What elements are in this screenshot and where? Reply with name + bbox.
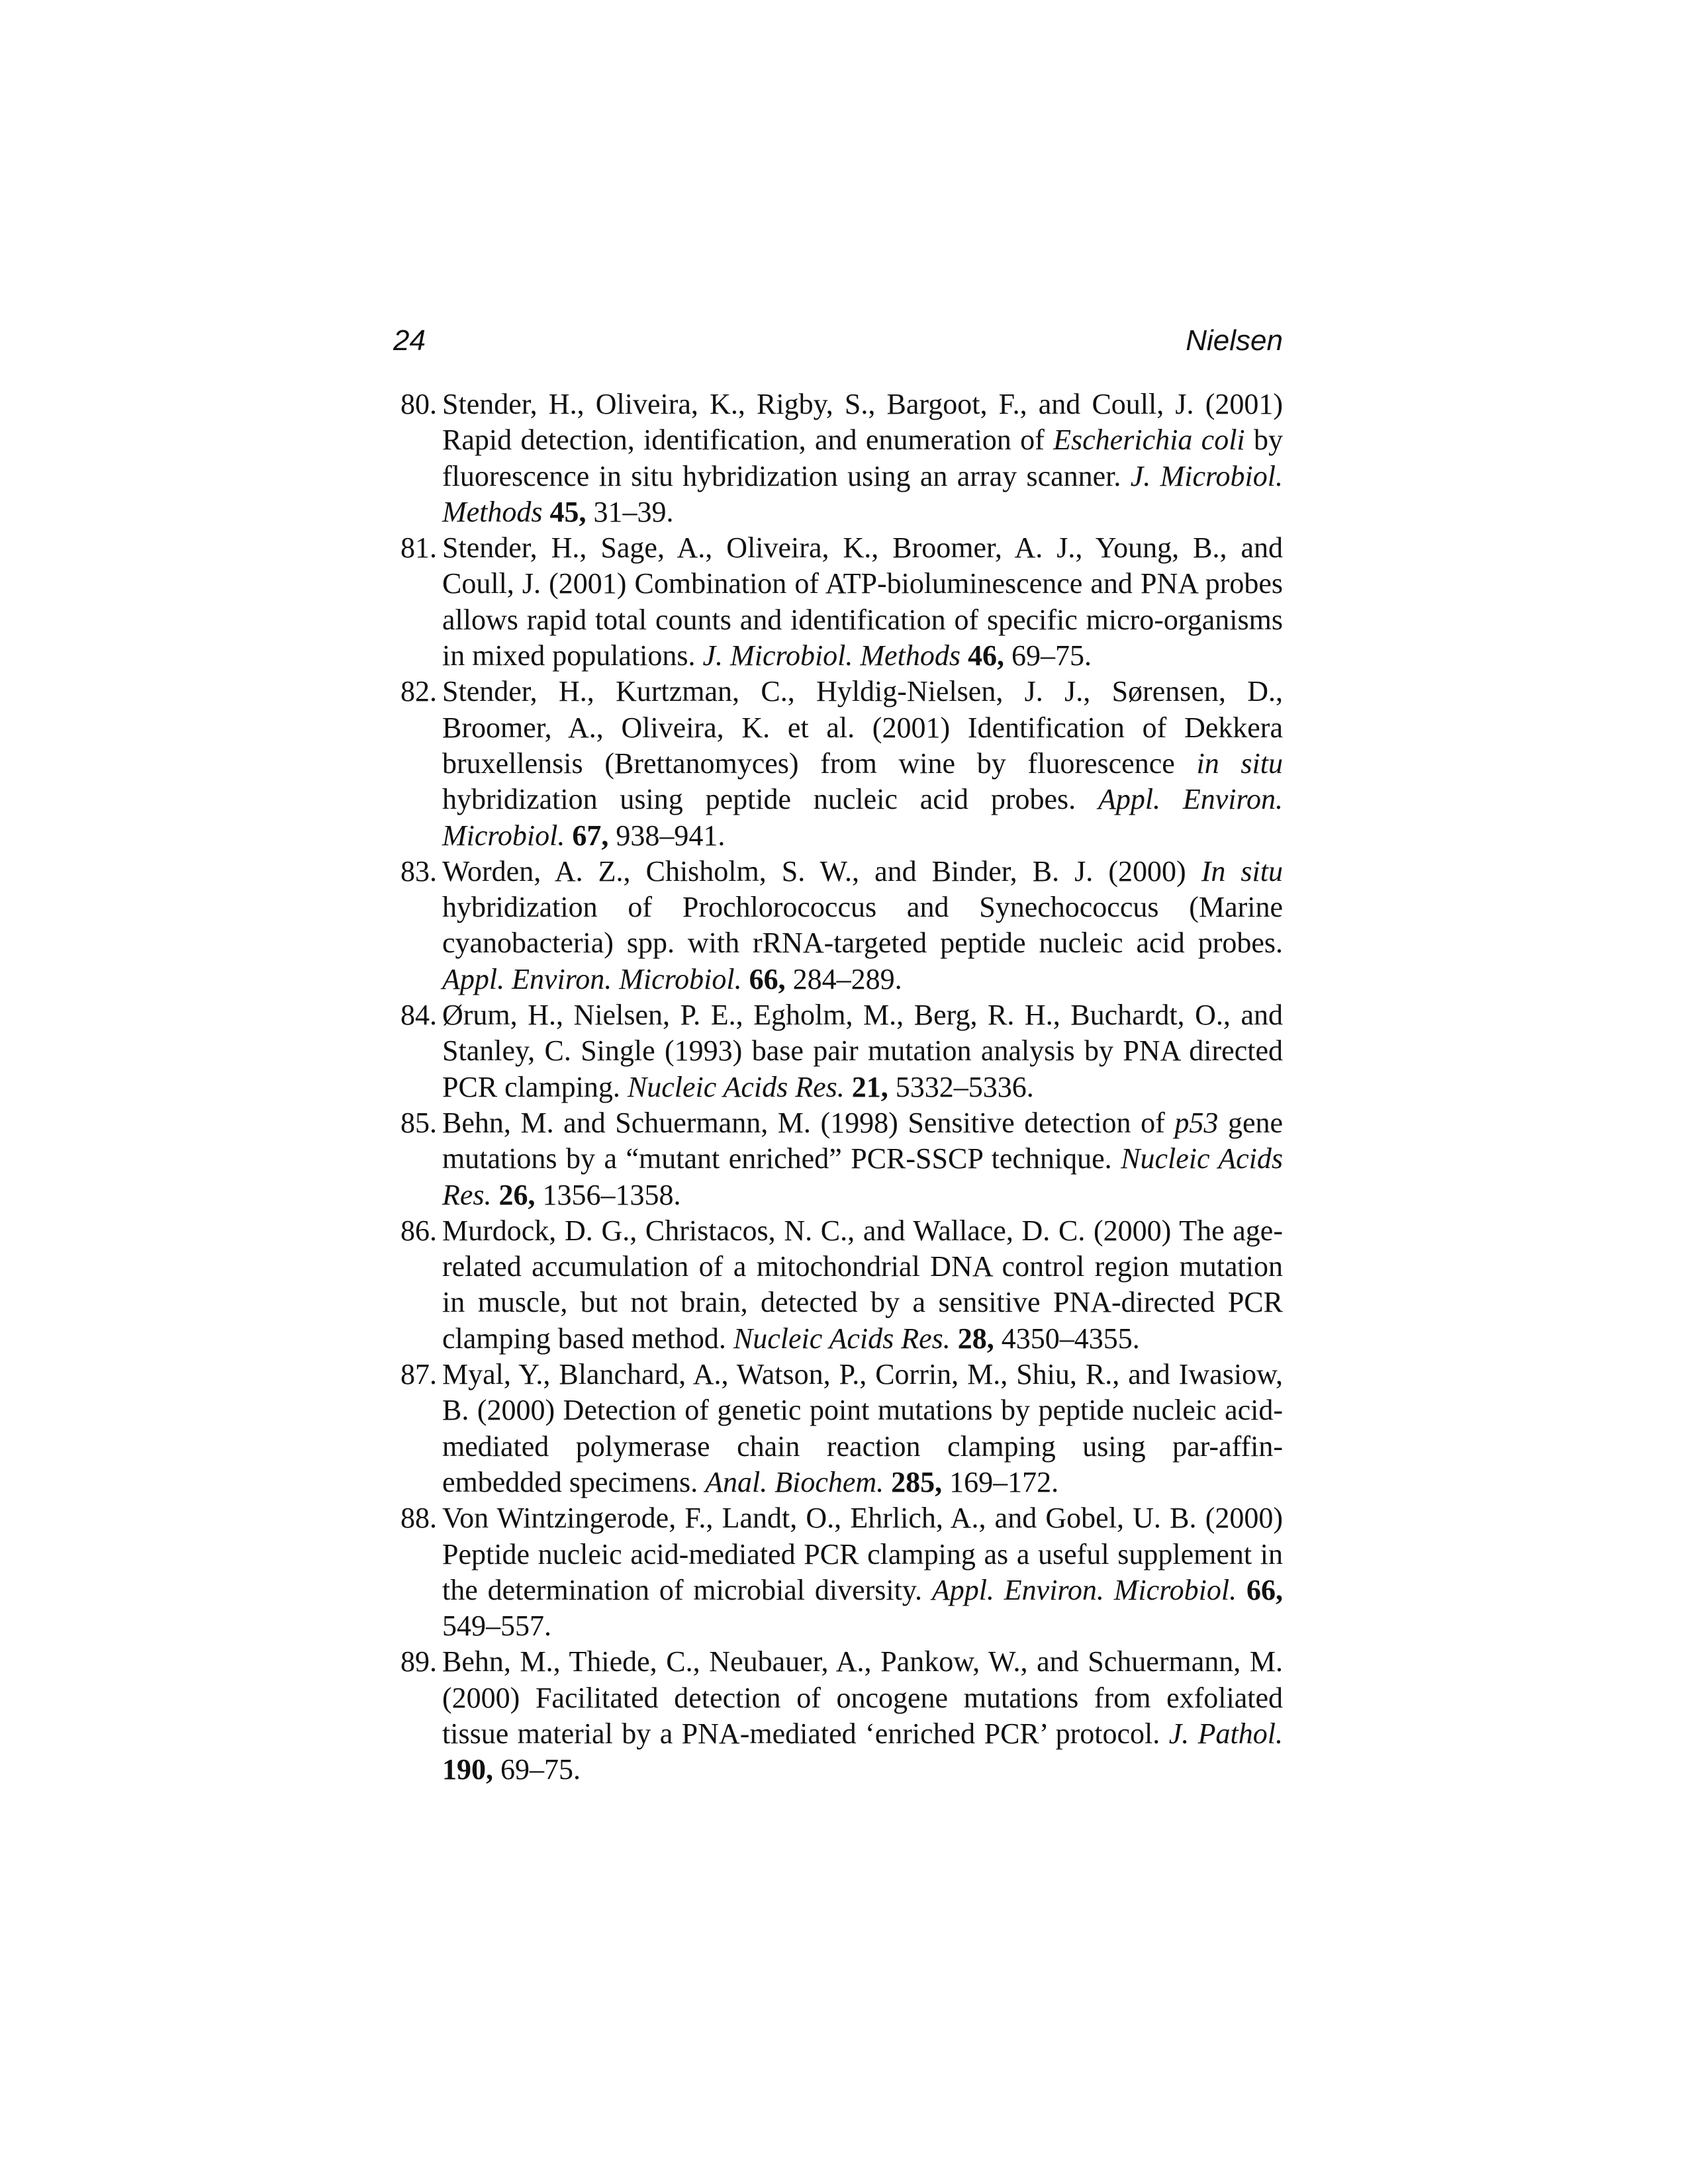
reference-pages: 549–557. <box>442 1610 551 1643</box>
reference-item <box>393 530 1283 674</box>
reference-authors: Stender, H., Sage, A., Oliveira, K., Broomer, A. J., Young, B., and Coull, J. (2001) Combination of ATP-bioluminescence and PNA probes allows rapid total counts and identification of specific micro-organisms in mixed populations. <box>442 531 1283 672</box>
reference-text <box>442 1105 1283 1213</box>
reference-italic-term: In situ <box>1201 854 1283 887</box>
reference-journal: J. Microbiol. Methods <box>702 639 961 672</box>
reference-number: 89. <box>400 1645 437 1678</box>
reference-authors: Ørum, H., Nielsen, P. E., Egholm, M., Berg, R. H., Buchardt, O., and Stanley, C. Single (1993) base pair mutation analysis by PNA directed PCR clamping. <box>442 999 1283 1103</box>
reference-authors: Behn, M. and Schuermann, M. (1998) Sensitive detection of <box>442 1106 1175 1139</box>
reference-journal: Appl. Environ. Microbiol. <box>442 962 742 995</box>
reference-pages: 938–941. <box>608 819 726 852</box>
reference-authors: Stender, H., Kurtzman, C., Hyldig-Nielsen, J. J., Sørensen, D., Broomer, A., Oliveira, K. et al. (2001) Identification of Dekkera bruxellensis (Brettanomyces) from wine by fluorescence <box>442 675 1283 780</box>
reference-number: 85. <box>400 1106 437 1139</box>
reference-item <box>393 387 1283 530</box>
reference-text <box>442 1644 1283 1788</box>
reference-title: gene mutations by a “mutant enriched” PCR-SSCP technique. <box>442 1106 1283 1175</box>
reference-volume: 66, <box>749 962 786 995</box>
reference-journal: Appl. Environ. Microbiol. <box>931 1573 1237 1606</box>
reference-pages: 69–75. <box>1004 639 1092 672</box>
reference-pages: 1356–1358. <box>535 1178 681 1211</box>
reference-number: 87. <box>400 1358 437 1391</box>
reference-item <box>393 1644 1283 1788</box>
reference-pages: 284–289. <box>785 962 902 995</box>
reference-item <box>393 1500 1283 1644</box>
reference-text <box>442 1357 1283 1500</box>
reference-text <box>442 530 1283 674</box>
reference-volume: 28, <box>957 1322 994 1355</box>
reference-pages: 5332–5336. <box>888 1070 1034 1103</box>
reference-title: by fluorescence in situ hybridization using an array scanner. <box>442 424 1284 492</box>
reference-journal: Nucleic Acids Res. <box>442 1142 1283 1211</box>
reference-text <box>442 854 1283 997</box>
reference-item <box>393 997 1283 1105</box>
reference-number: 83. <box>400 854 437 887</box>
reference-volume: 66, <box>1246 1573 1284 1606</box>
reference-journal: Nucleic Acids Res. <box>733 1322 951 1355</box>
reference-italic-term: p53 <box>1174 1106 1219 1139</box>
reference-number: 86. <box>400 1214 437 1247</box>
reference-authors: Worden, A. Z., Chisholm, S. W., and Binder, B. J. (2000) <box>442 854 1201 887</box>
reference-journal: Anal. Biochem. <box>705 1465 884 1498</box>
reference-volume: 190, <box>442 1753 493 1786</box>
reference-number: 84. <box>400 999 437 1032</box>
reference-item <box>393 1357 1283 1500</box>
reference-authors: Behn, M., Thiede, C., Neubauer, A., Pankow, W., and Schuermann, M. (2000) Facilitated detection of oncogene mutations from exfoliated tissue material by a PNA-mediated ‘enriched PCR’ protocol. <box>442 1645 1283 1750</box>
reference-volume: 45, <box>549 495 586 528</box>
reference-volume: 46, <box>967 639 1004 672</box>
reference-journal: Nucleic Acids Res. <box>627 1070 845 1103</box>
reference-pages: 169–172. <box>942 1465 1059 1498</box>
reference-journal: J. Pathol. <box>1168 1717 1283 1750</box>
reference-pages: 31–39. <box>586 495 674 528</box>
reference-authors: Von Wintzingerode, F., Landt, O., Ehrlich, A., and Gobel, U. B. (2000) Peptide nucleic acid-mediated PCR clamping as a useful supplement in the determination of microbial diversity. <box>442 1502 1283 1606</box>
reference-volume: 285, <box>891 1465 943 1498</box>
reference-item <box>393 854 1283 997</box>
reference-text <box>442 997 1283 1105</box>
reference-pages: 4350–4355. <box>994 1322 1140 1355</box>
reference-item <box>393 1105 1283 1213</box>
reference-pages: 69–75. <box>493 1753 581 1786</box>
reference-volume: 21, <box>851 1070 888 1103</box>
reference-title: hybridization of Prochlorococcus and Synechococcus (Marine cyanobacteria) spp. with rRNA-targeted peptide nucleic acid probes. <box>442 891 1283 960</box>
reference-italic-term: in situ <box>1196 747 1283 780</box>
reference-number: 88. <box>400 1502 437 1535</box>
reference-authors: Stender, H., Oliveira, K., Rigby, S., Bargoot, F., and Coull, J. (2001) Rapid detection, identification, and enumeration of <box>442 388 1283 457</box>
running-head-author: Nielsen <box>1186 324 1283 357</box>
reference-volume: 67, <box>572 819 609 852</box>
reference-volume: 26, <box>498 1178 536 1211</box>
reference-text <box>442 387 1283 530</box>
reference-italic-term: Escherichia coli <box>1053 424 1245 457</box>
reference-number: 81. <box>400 531 437 565</box>
reference-journal: J. Microbiol. Methods <box>442 459 1283 528</box>
reference-journal: Appl. Environ. Microbiol. <box>442 783 1283 852</box>
page-number: 24 <box>393 324 426 357</box>
reference-number: 82. <box>400 675 437 708</box>
reference-text <box>442 1500 1283 1644</box>
reference-authors: Myal, Y., Blanchard, A., Watson, P., Corrin, M., Shiu, R., and Iwasiow, B. (2000) Detection of genetic point mutations by peptide nucleic acid-mediated polymerase chain reaction clamping using par-affin-embedded specimens. <box>442 1358 1283 1498</box>
reference-text <box>442 674 1283 853</box>
reference-authors: Murdock, D. G., Christacos, N. C., and Wallace, D. C. (2000) The age-related accumulation of a mitochondrial DNA control region mutation in muscle, but not brain, detected by a sensitive PNA-directed PCR clamping based method. <box>442 1214 1283 1355</box>
reference-item <box>393 674 1283 853</box>
reference-list <box>393 387 1283 1788</box>
reference-number: 80. <box>400 388 437 420</box>
reference-text <box>442 1213 1283 1357</box>
reference-item <box>393 1213 1283 1357</box>
running-head <box>393 319 1283 363</box>
reference-title: hybridization using peptide nucleic acid probes. <box>442 783 1098 816</box>
